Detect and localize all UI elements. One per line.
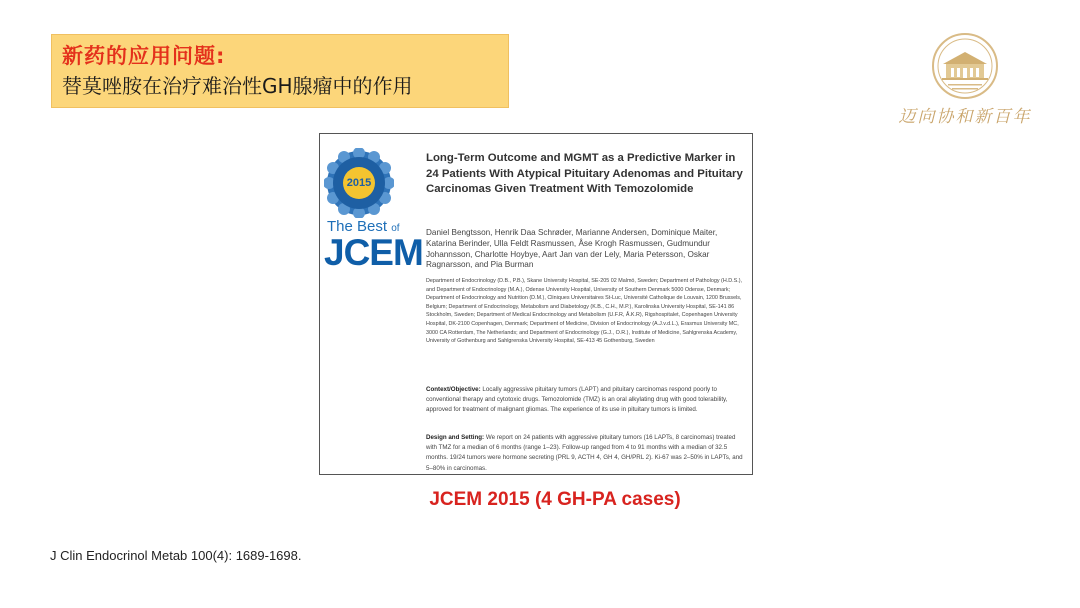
context-text: Locally aggressive pituitary tumors (LAPT) and pituitary carcinomas respond poorly to conventional therapy and cytotoxic drugs. Temozolomide (TMZ) is an oral alkylating drug with good tolerability, approved for treatment of malignant gliomas. The experience of its use in pituitary tumors is limited.: [426, 386, 728, 414]
slide-subtitle: 替莫唑胺在治疗难治性GH腺瘤中的作用: [62, 74, 413, 98]
article-authors: Daniel Bengtsson, Henrik Daa Schrøder, Marianne Andersen, Dominique Maiter, Katarina Berinder, Ulla Feldt Rasmussen, Åse Krogh Rasmussen, Gudmundur Johannsson, Charlotte Hoybye, Aart Jan van der Lely, Maria Petersson, Oskar Ragnarsson, and Pia Burman: [426, 228, 718, 270]
slide-title: 新药的应用问题:: [62, 44, 226, 68]
badge-of-text: of: [391, 223, 400, 234]
design-label: Design and Setting:: [426, 434, 485, 441]
paper-excerpt: [319, 133, 753, 475]
badge-year: 2015: [346, 177, 372, 189]
hospital-logo: [896, 32, 1034, 128]
design-text: We report on 24 patients with aggressive pituitary tumors (16 LAPTs, 8 carcinomas) treated with TMZ for a median of 6 months (range 1–23). Follow-up ranged from 4 to 91 months with a median of 32.5 months. 19/24 tumors were hormone secreting (PRL 9, ACTH 4, GH 4, GH/PRL 2). Ki-67 was 2–50% in LAPTs, and 5–80% in carcinomas.: [426, 434, 743, 472]
context-label: Context/Objective:: [426, 386, 481, 393]
article-title: Long-Term Outcome and MGMT as a Predictive Marker in 24 Patients With Atypical Pituitary Adenomas and Pituitary Carcinomas Given Treatment With Temozolomide: [426, 152, 743, 196]
hospital-motto: 迈向协和新百年: [898, 107, 1032, 127]
slide-caption: JCEM 2015 (4 GH-PA cases): [429, 489, 681, 510]
badge-journal: JCEM: [324, 232, 423, 273]
badge-the-best-text: The Best: [327, 218, 388, 235]
hospital-emblem-icon: [896, 32, 1034, 104]
reference-citation: J Clin Endocrinol Metab 100(4): 1689-1698.: [50, 548, 302, 563]
abstract-context: [426, 385, 748, 416]
abstract-design: [426, 433, 748, 474]
slide-title-box: [51, 34, 509, 108]
article-affiliations: Department of Endocrinology (D.B., P.B.), Skane University Hospital, SE-205 02 Malmö, Sweden; Department of Pathology (H.D.S.), and Department of Endocrinology (M.A.), Odense University Hospital, University of Southern Denmark 5000 Odense, Denmark; Department of Endocrinology and Nutrition (D.M.), Cliniques Universitaires St-Luc, Université Catholique de Louvain, 1200 Brussels, Belgium; Department of Endocrinology, Metabolism and Diabetology (K.B., C.H., M.P.), Karolinska University Hospital, SE-141 86 Stockholm, Sweden; Department of Medical Endocrinology and Metabolism (U.F.R, Å.K.R), Rigshospitalet, Copenhagen University Hospital, DK-2100 Copenhagen, Denmark; Department of Medicine, Division of Endocrinology (A.J.v.d.L.), Erasmus University MC, 3000 CA Rotterdam, The Netherlands; and Department of Endocrinology (G.J., O.R.), Institute of Medicine, Sahlgrenska Academy, University of Gothenburg and Sahlgrenska University Hospital, SE-413 45 Gothenburg, Sweden: [426, 278, 742, 345]
best-of-jcem-badge: [324, 148, 423, 273]
